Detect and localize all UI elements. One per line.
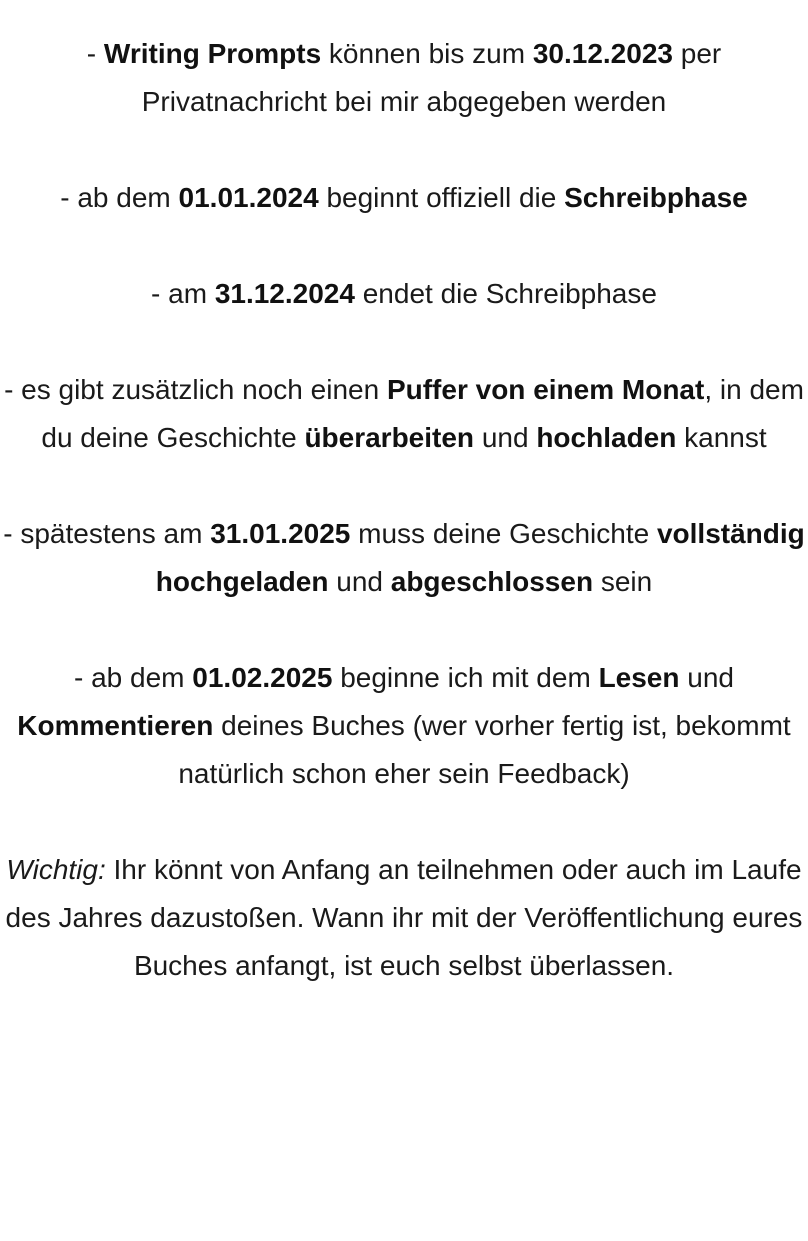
text-segment: sein [593,566,653,597]
bold-date: 30.12.2023 [532,38,673,69]
text-segment: - es gibt zusätzlich noch einen [4,374,387,405]
paragraph-writing-phase-start [0,174,808,222]
text-segment: - spätestens am [3,518,211,549]
bold-date: 31.01.2025 [210,518,351,549]
text-segment: - ab dem [74,662,193,693]
announcement-text [0,30,808,990]
paragraph-writing-prompts [0,30,808,126]
paragraph-upload-deadline [0,510,808,606]
text-segment: - ab dem [60,182,179,213]
bold-text: hochladen [536,422,677,453]
text-segment: muss deine Geschichte [350,518,657,549]
text-segment: per Privatnachricht bei mir abgegeben werden [141,38,722,117]
text-segment: Ihr könnt von Anfang an teilnehmen oder auch im Laufe des Jahres dazustoßen. Wann ihr mit der Veröffentlichung eures Buches anfangt, ist euch selbst überlassen. [5,854,803,981]
text-segment: kannst [676,422,767,453]
bold-text: Lesen [598,662,680,693]
text-segment: beginne ich mit dem [332,662,599,693]
italic-label: Wichtig: [6,854,106,885]
paragraph-buffer-month [0,366,808,462]
text-segment: beginnt offiziell die [318,182,565,213]
text-segment: - am [151,278,215,309]
bold-text: vollständig hochgeladen [155,518,805,597]
text-segment: deines Buches (wer vorher fertig ist, bekommt natürlich schon eher sein Feedback) [178,710,791,789]
bold-text: abgeschlossen [390,566,594,597]
text-segment: und [328,566,391,597]
bold-text: überarbeiten [304,422,475,453]
bold-text: Kommentieren [17,710,214,741]
bold-text: Schreibphase [564,182,748,213]
bold-text: Writing Prompts [103,38,322,69]
text-segment: - [86,38,104,69]
bold-date: 31.12.2024 [214,278,355,309]
paragraph-writing-phase-end [0,270,808,318]
bold-date: 01.01.2024 [178,182,319,213]
bold-date: 01.02.2025 [192,662,333,693]
bold-text: Puffer von einem Monat [386,374,705,405]
text-segment: und [679,662,734,693]
paragraph-important-note [0,846,808,990]
text-segment: können bis zum [321,38,533,69]
text-segment: endet die Schreibphase [354,278,657,309]
text-segment: und [474,422,537,453]
text-segment: , in dem du deine Geschichte [41,374,804,453]
paragraph-reading-start [0,654,808,798]
